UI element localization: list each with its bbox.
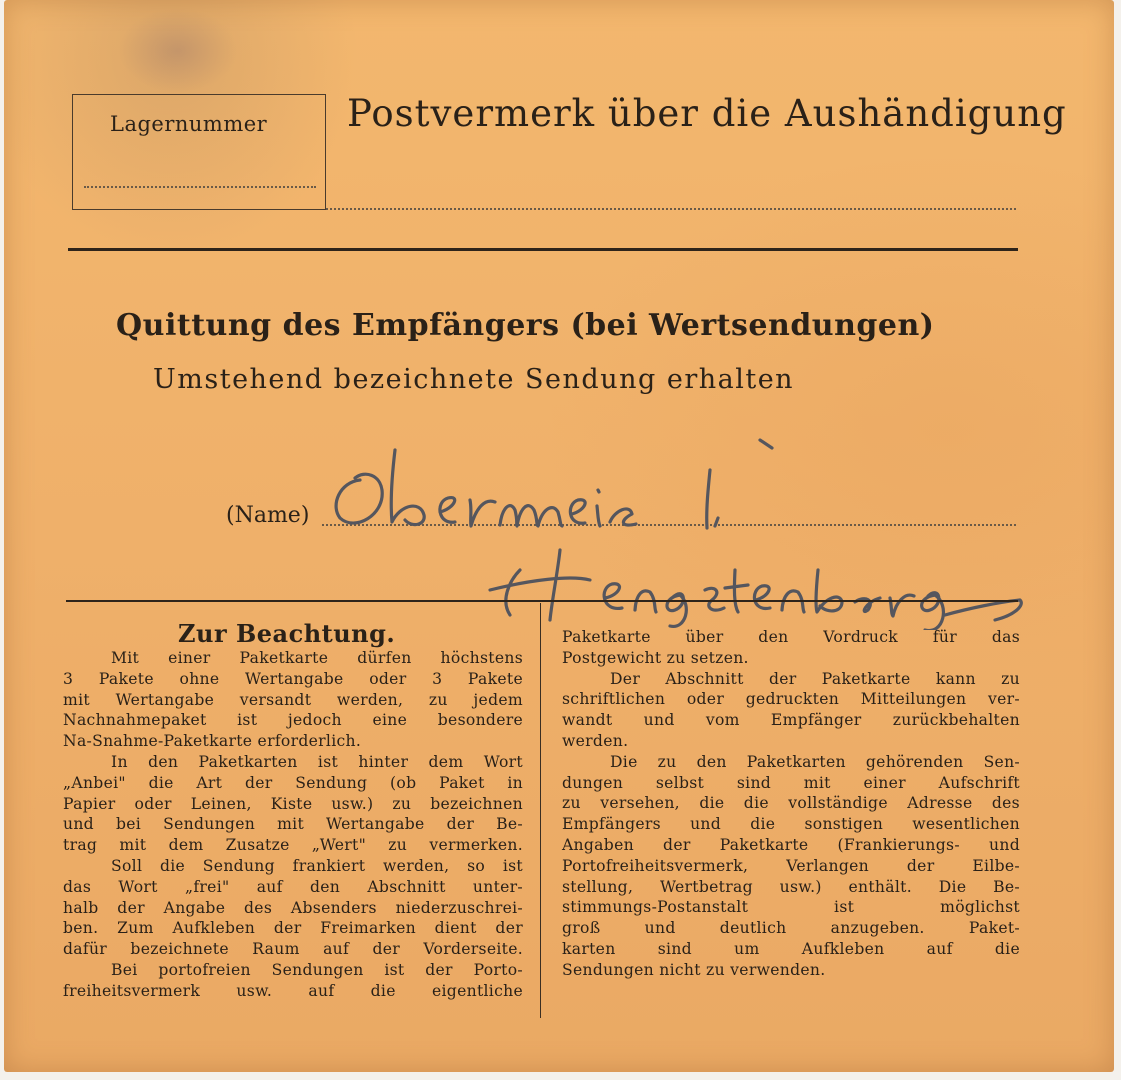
notice-right-line: Der Abschnitt der Paketkarte kann zu xyxy=(610,669,1020,688)
notice-right-line: zu versehen, die die vollständige Adresse des xyxy=(562,794,1020,813)
notice-title: Zur Beachtung. xyxy=(178,619,396,648)
notice-left-line: und bei Sendungen mit Wertangabe der Be- xyxy=(63,815,523,834)
notice-left-line: Na-Snahme-Paketkarte erforderlich. xyxy=(63,732,362,751)
column-divider xyxy=(540,603,541,1018)
notice-left-line: halb der Angabe des Absenders niederzuschrei- xyxy=(63,898,523,917)
received-statement: Umstehend bezeichnete Sendung erhalten xyxy=(153,364,795,395)
notice-right-line: Postgewicht zu setzen. xyxy=(562,648,749,667)
notice-left-line: ben. Zum Aufkleben der Freimarken dient der xyxy=(63,919,523,938)
notice-left-line: trag mit dem Zusatze „Wert" zu vermerken. xyxy=(63,836,523,855)
notice-right-line: groß und deutlich anzugeben. Paket- xyxy=(562,919,1020,938)
notice-left-column xyxy=(63,648,523,1002)
notice-right-line: Die zu den Paketkarten gehörenden Sen- xyxy=(610,752,1020,771)
notice-left-line: mit Wertangabe versandt werden, zu jedem xyxy=(63,690,523,709)
notice-left-line: dafür bezeichnete Raum auf der Vorderseite. xyxy=(63,940,523,959)
storage-number-dotted-line xyxy=(84,186,316,188)
notice-right-column xyxy=(562,627,1020,981)
notice-left-line: Mit einer Paketkarte dürfen höchstens xyxy=(111,649,523,667)
notice-right-line: Angaben der Paketkarte (Frankierungs- und xyxy=(562,835,1020,854)
notice-top-rule xyxy=(66,600,1018,602)
notice-right-line: wandt und vom Empfänger zurückbehalten xyxy=(562,711,1020,730)
delivery-note-dotted-line xyxy=(326,208,1016,210)
notice-right-line: karten sind um Aufkleben auf die xyxy=(562,939,1020,958)
notice-right-line: dungen selbst sind mit einer Aufschrift xyxy=(562,773,1020,792)
notice-right-line: werden. xyxy=(562,731,629,750)
notice-left-line: In den Paketkarten ist hinter dem Wort xyxy=(111,752,523,771)
notice-left-line: Nachnahmepaket ist jedoch eine besondere xyxy=(63,711,523,730)
name-label: (Name) xyxy=(226,503,310,528)
notice-left-line: „Anbei" die Art der Sendung (ob Paket in xyxy=(63,773,523,792)
delivery-note-title: Postvermerk über die Aushändigung xyxy=(347,92,1067,135)
notice-right-line: schriftlichen oder gedruckten Mitteilungen ver- xyxy=(562,690,1020,709)
storage-number-label: Lagernummer xyxy=(110,112,268,136)
notice-left-line: das Wort „frei" auf den Abschnitt unter- xyxy=(63,877,523,896)
notice-right-line: stimmungs-Postanstalt ist möglichst xyxy=(562,898,1020,917)
notice-right-line: Paketkarte über den Vordruck für das xyxy=(562,628,1020,646)
notice-right-line: Sendungen nicht zu verwenden. xyxy=(562,960,826,979)
section-rule xyxy=(68,248,1018,251)
notice-right-line: Portofreiheitsvermerk, Verlangen der Eilbe- xyxy=(562,856,1020,875)
notice-left-line: Soll die Sendung frankiert werden, so ist xyxy=(111,856,523,875)
notice-right-line: stellung, Wertbetrag usw.) enthält. Die Be- xyxy=(562,877,1020,896)
notice-left-line: 3 Pakete ohne Wertangabe oder 3 Pakete xyxy=(63,669,523,688)
notice-left-line: Papier oder Leinen, Kiste usw.) zu bezeichnen xyxy=(63,794,523,813)
notice-right-line: Empfängers und die sonstigen wesentlichen xyxy=(562,815,1020,834)
receipt-title: Quittung des Empfängers (bei Wertsendungen) xyxy=(116,308,935,343)
faint-postmark-stamp xyxy=(118,8,238,93)
notice-left-line: freiheitsvermerk usw. auf die eigentliche xyxy=(63,981,523,1000)
notice-left-line: Bei portofreien Sendungen ist der Porto- xyxy=(111,960,523,979)
